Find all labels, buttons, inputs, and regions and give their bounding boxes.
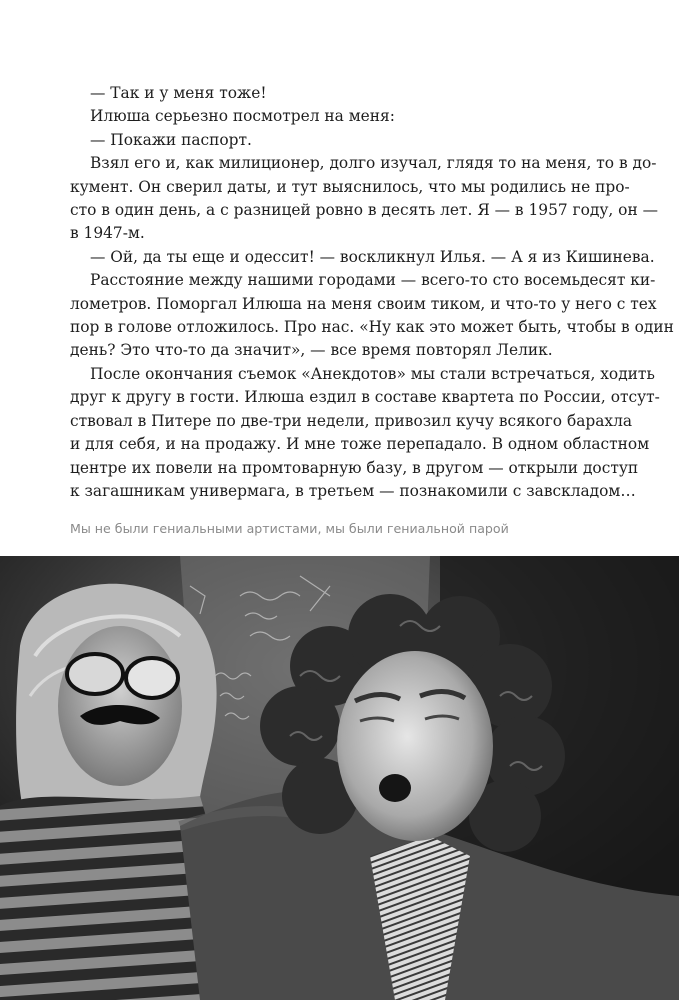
paragraph-6 [70,269,674,363]
text-line: к загашникам универмага, в третьем — познакомили с завскладом… [70,481,636,500]
text-line: лометров. Поморгал Илюша на меня своим тиком, и что-то у него с тех [70,294,657,313]
paragraph-7 [70,363,660,503]
text-line: друг к другу в гости. Илюша ездил в составе квартета по России, отсут- [70,388,660,407]
paragraph-1 [70,82,617,105]
text-line: — Покажи паспорт. [90,130,252,149]
paragraph-2 [70,105,617,128]
text-line: Илюша серьезно посмотрел на меня: [90,107,395,126]
photo-caption: Мы не были гениальными артистами, мы были гениальной парой [70,521,509,536]
paragraph-5 [70,246,655,269]
text-line: кумент. Он сверил даты, и тут выяснилось, что мы родились не про- [70,177,630,196]
text-line: и для себя, и на продажу. И мне тоже перепадало. В одном областном [70,435,650,454]
photograph [0,556,679,1000]
open-mouth [379,774,411,802]
text-line: сто в один день, а с разницей ровно в десять лет. Я — в 1957 году, он — [70,201,658,220]
paragraph-4 [70,152,658,246]
text-line: день? Это что-то да значит», — все время повторял Лелик. [70,341,553,360]
text-line: — Так и у меня тоже! [90,84,267,102]
text-line: После окончания съемок «Анекдотов» мы стали встречаться, ходить [90,364,655,383]
text-line: пор в голове отложилось. Про нас. «Ну как это может быть, чтобы в один [70,318,674,337]
text-line: Взял его и, как милиционер, долго изучал, глядя то на меня, то в до- [90,154,657,173]
text-line: в 1947-м. [70,224,145,243]
photo-illustration [0,556,679,1000]
body-text [70,82,674,503]
text-line: центре их повели на промтоварную базу, в другом — открыли доступ [70,458,639,477]
right-man-face [337,651,493,841]
text-line: ствовал в Питере по две-три недели, привозил кучу всякого барахла [70,411,633,430]
paragraph-3 [70,129,617,152]
text-line: — Ой, да ты еще и одессит! — воскликнул Илья. — А я из Кишинева. [90,247,655,266]
text-line: Расстояние между нашими городами — всего-то сто восемьдесят ки- [90,271,656,290]
